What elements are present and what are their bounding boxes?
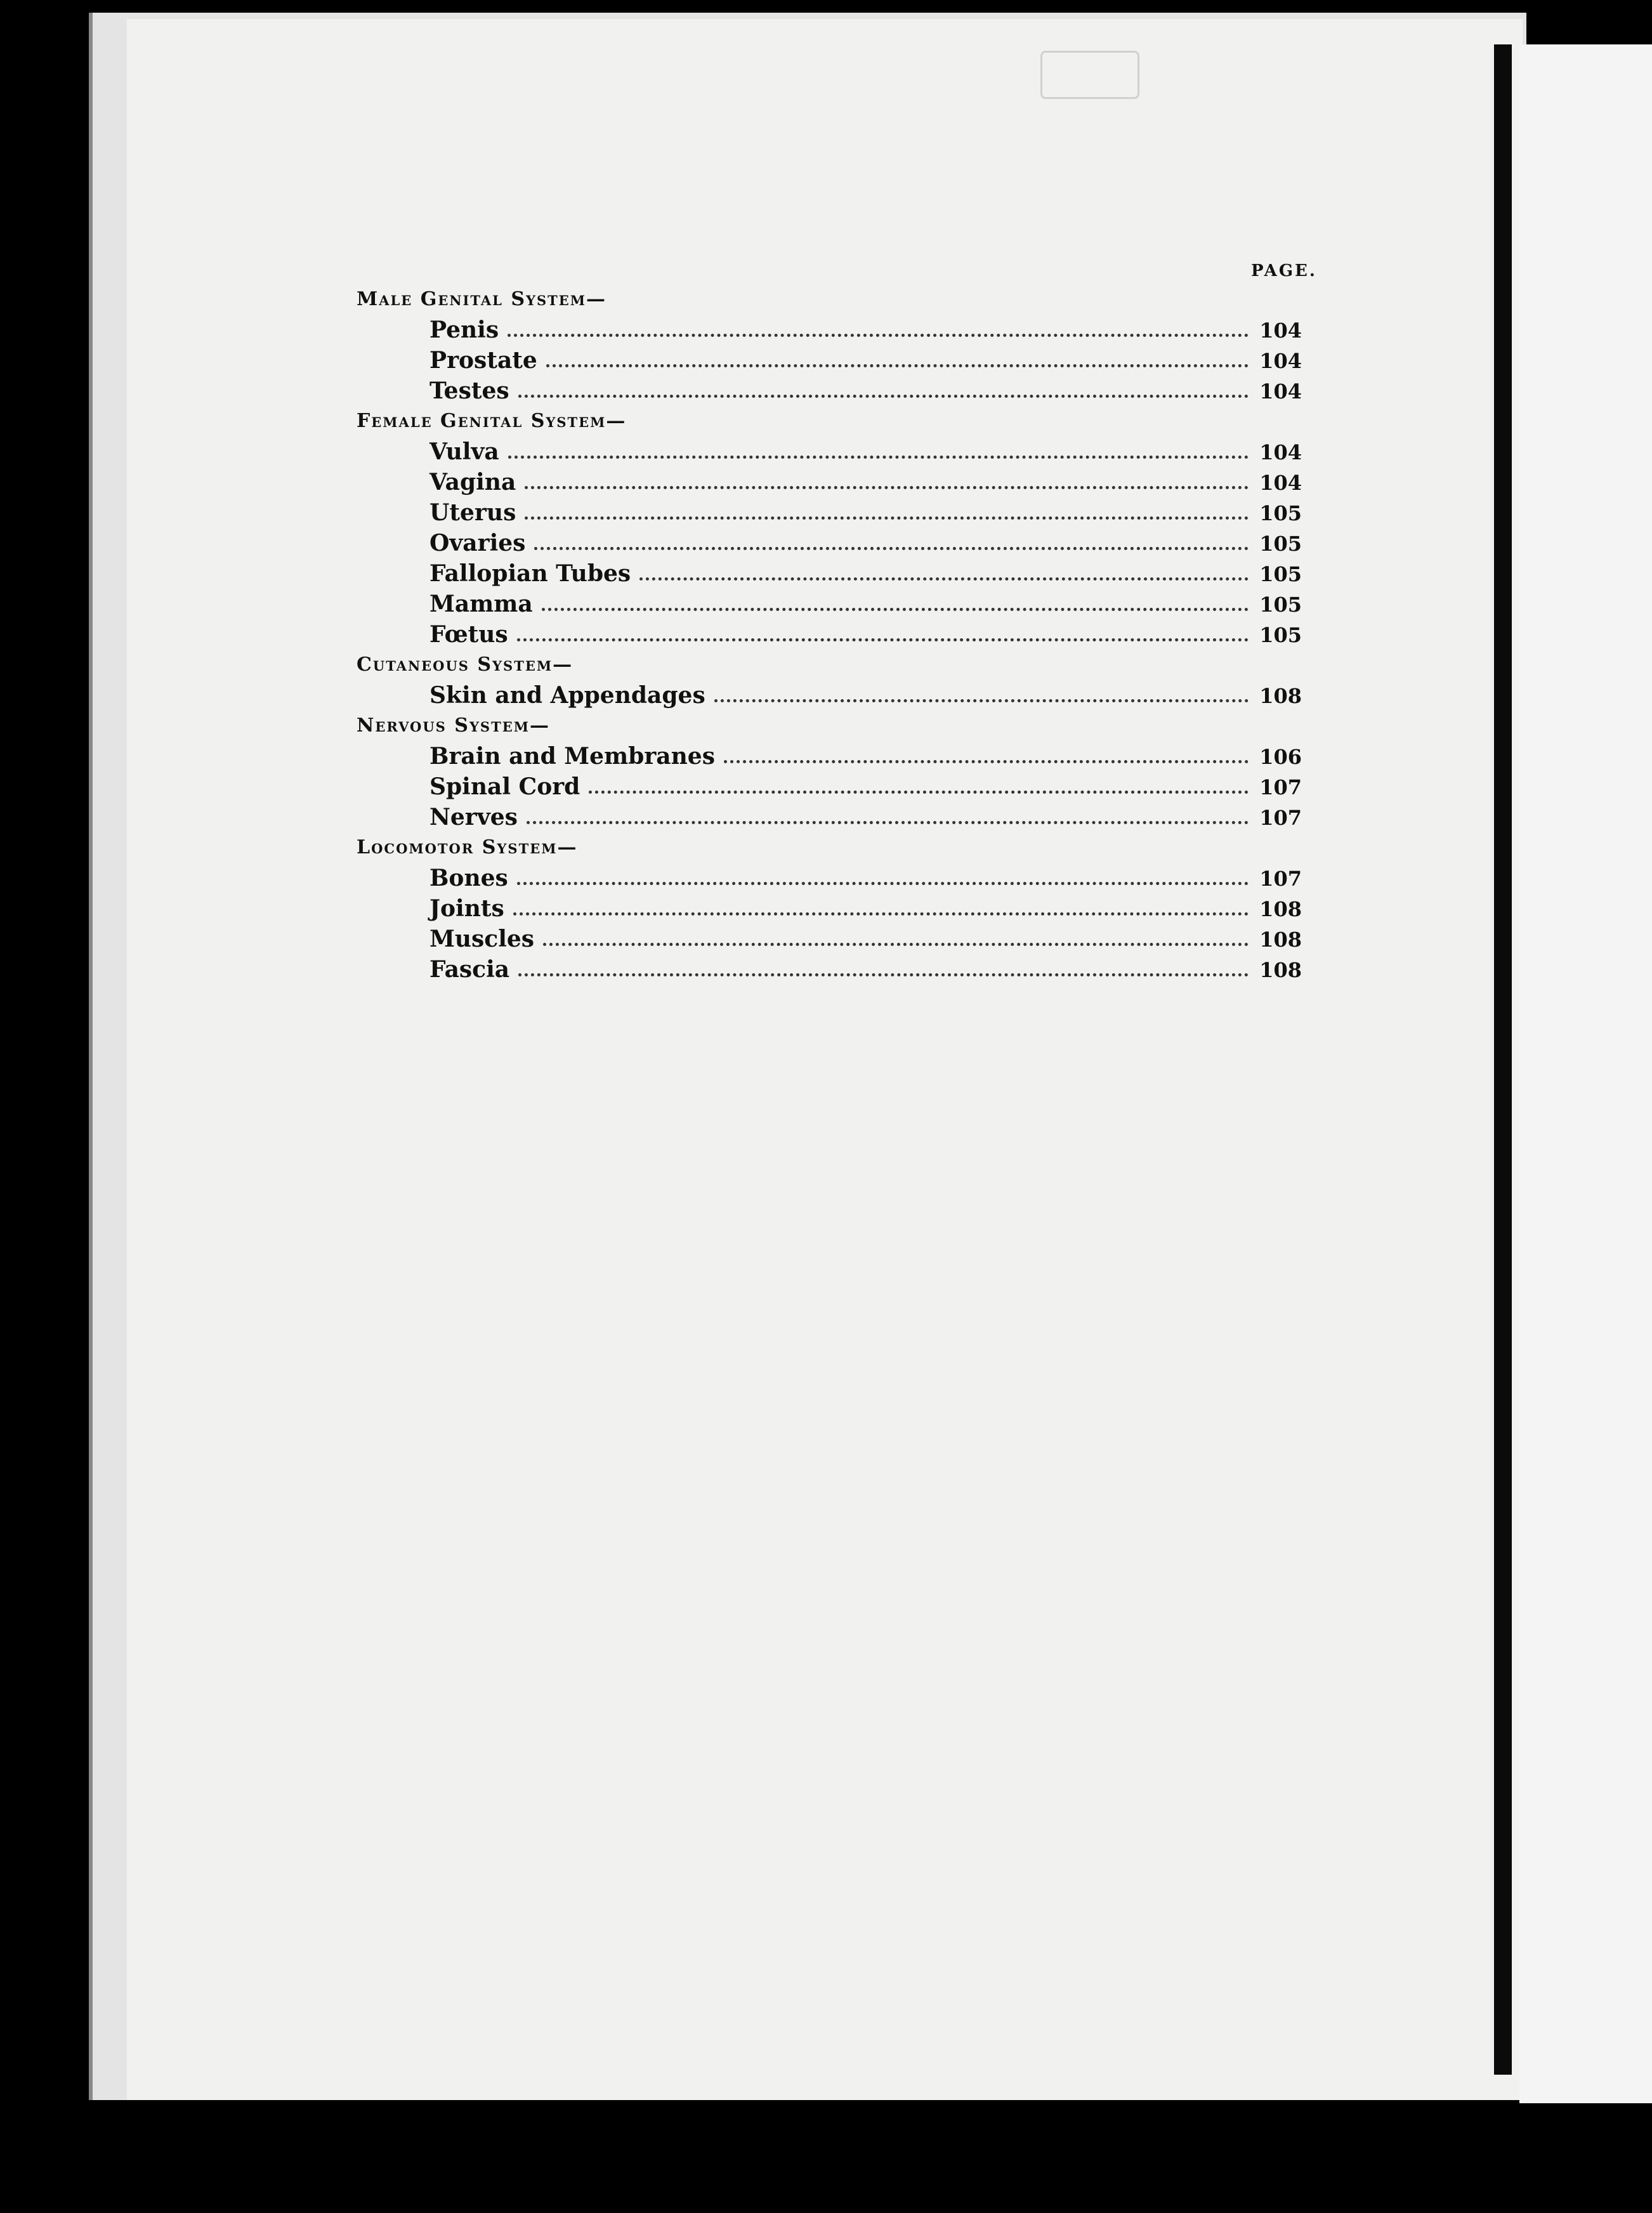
entry-page-number: 107 bbox=[1259, 867, 1302, 891]
toc-entry bbox=[357, 315, 1302, 345]
entry-label: Vagina bbox=[429, 469, 516, 496]
entry-label: Mamma bbox=[429, 591, 533, 617]
entry-label: Fascia bbox=[429, 956, 510, 983]
dot-leader bbox=[525, 516, 1249, 520]
entry-page-number: 108 bbox=[1259, 928, 1302, 952]
dot-leader bbox=[517, 882, 1249, 885]
entry-label: Brain and Membranes bbox=[429, 743, 715, 770]
toc-entry bbox=[357, 528, 1302, 558]
entry-page-number: 105 bbox=[1259, 593, 1302, 617]
toc-entry bbox=[357, 924, 1302, 954]
entry-label: Testes bbox=[429, 378, 509, 404]
dot-leader bbox=[508, 456, 1249, 459]
entry-page-number: 104 bbox=[1259, 318, 1302, 343]
dot-leader bbox=[724, 760, 1249, 763]
toc-entry bbox=[357, 772, 1302, 802]
toc-entry bbox=[357, 680, 1302, 711]
toc-entry bbox=[357, 954, 1302, 985]
dot-leader bbox=[508, 334, 1249, 337]
entry-page-number: 104 bbox=[1259, 471, 1302, 495]
table-of-contents bbox=[357, 284, 1302, 985]
entry-page-number: 108 bbox=[1259, 958, 1302, 982]
page-column-header: PAGE. bbox=[1251, 261, 1317, 280]
dot-leader bbox=[518, 395, 1249, 398]
paper-smudge bbox=[1040, 51, 1139, 99]
toc-entry bbox=[357, 437, 1302, 467]
entry-page-number: 105 bbox=[1259, 532, 1302, 556]
dot-leader bbox=[546, 364, 1249, 367]
dot-leader bbox=[639, 577, 1249, 581]
toc-entry bbox=[357, 558, 1302, 589]
dot-leader bbox=[527, 821, 1249, 824]
entry-label: Prostate bbox=[429, 347, 537, 374]
entry-label: Muscles bbox=[429, 926, 535, 952]
dot-leader bbox=[518, 973, 1249, 976]
dot-leader bbox=[542, 608, 1249, 611]
toc-entry bbox=[357, 863, 1302, 893]
section-heading: Cutaneous System— bbox=[357, 653, 574, 676]
entry-label: Fœtus bbox=[429, 621, 508, 648]
toc-entry bbox=[357, 893, 1302, 924]
entry-page-number: 107 bbox=[1259, 806, 1302, 830]
dot-leader bbox=[543, 943, 1249, 946]
section-heading: Male Genital System— bbox=[357, 288, 607, 310]
section-heading: Nervous System— bbox=[357, 714, 550, 737]
entry-label: Fallopian Tubes bbox=[429, 560, 631, 587]
entry-label: Uterus bbox=[429, 499, 516, 526]
entry-page-number: 104 bbox=[1259, 349, 1302, 373]
entry-page-number: 105 bbox=[1259, 623, 1302, 647]
entry-label: Penis bbox=[429, 317, 499, 343]
entry-label: Ovaries bbox=[429, 530, 526, 556]
toc-entry bbox=[357, 741, 1302, 772]
dot-leader bbox=[589, 791, 1249, 794]
facing-page-edge bbox=[1519, 44, 1652, 2103]
entry-page-number: 108 bbox=[1259, 684, 1302, 708]
toc-entry bbox=[357, 345, 1302, 376]
dot-leader bbox=[517, 638, 1249, 641]
entry-page-number: 107 bbox=[1259, 775, 1302, 799]
section-heading: Locomotor System— bbox=[357, 836, 578, 858]
toc-entry bbox=[357, 497, 1302, 528]
entry-label: Nerves bbox=[429, 804, 518, 831]
entry-page-number: 105 bbox=[1259, 501, 1302, 525]
entry-label: Joints bbox=[429, 895, 504, 922]
toc-entry bbox=[357, 619, 1302, 650]
entry-page-number: 104 bbox=[1259, 379, 1302, 404]
book-gutter bbox=[1494, 44, 1512, 2075]
entry-label: Skin and Appendages bbox=[429, 682, 705, 709]
toc-entry bbox=[357, 802, 1302, 832]
entry-page-number: 108 bbox=[1259, 897, 1302, 921]
dot-leader bbox=[714, 699, 1249, 702]
toc-entry bbox=[357, 376, 1302, 406]
entry-page-number: 104 bbox=[1259, 440, 1302, 464]
toc-entry bbox=[357, 467, 1302, 497]
entry-page-number: 105 bbox=[1259, 562, 1302, 586]
entry-label: Bones bbox=[429, 865, 508, 891]
entry-page-number: 106 bbox=[1259, 745, 1302, 769]
entry-label: Vulva bbox=[429, 438, 499, 465]
dot-leader bbox=[513, 912, 1249, 916]
dot-leader bbox=[525, 486, 1249, 489]
section-heading: Female Genital System— bbox=[357, 410, 627, 432]
toc-entry bbox=[357, 589, 1302, 619]
dot-leader bbox=[534, 547, 1249, 550]
entry-label: Spinal Cord bbox=[429, 773, 580, 800]
